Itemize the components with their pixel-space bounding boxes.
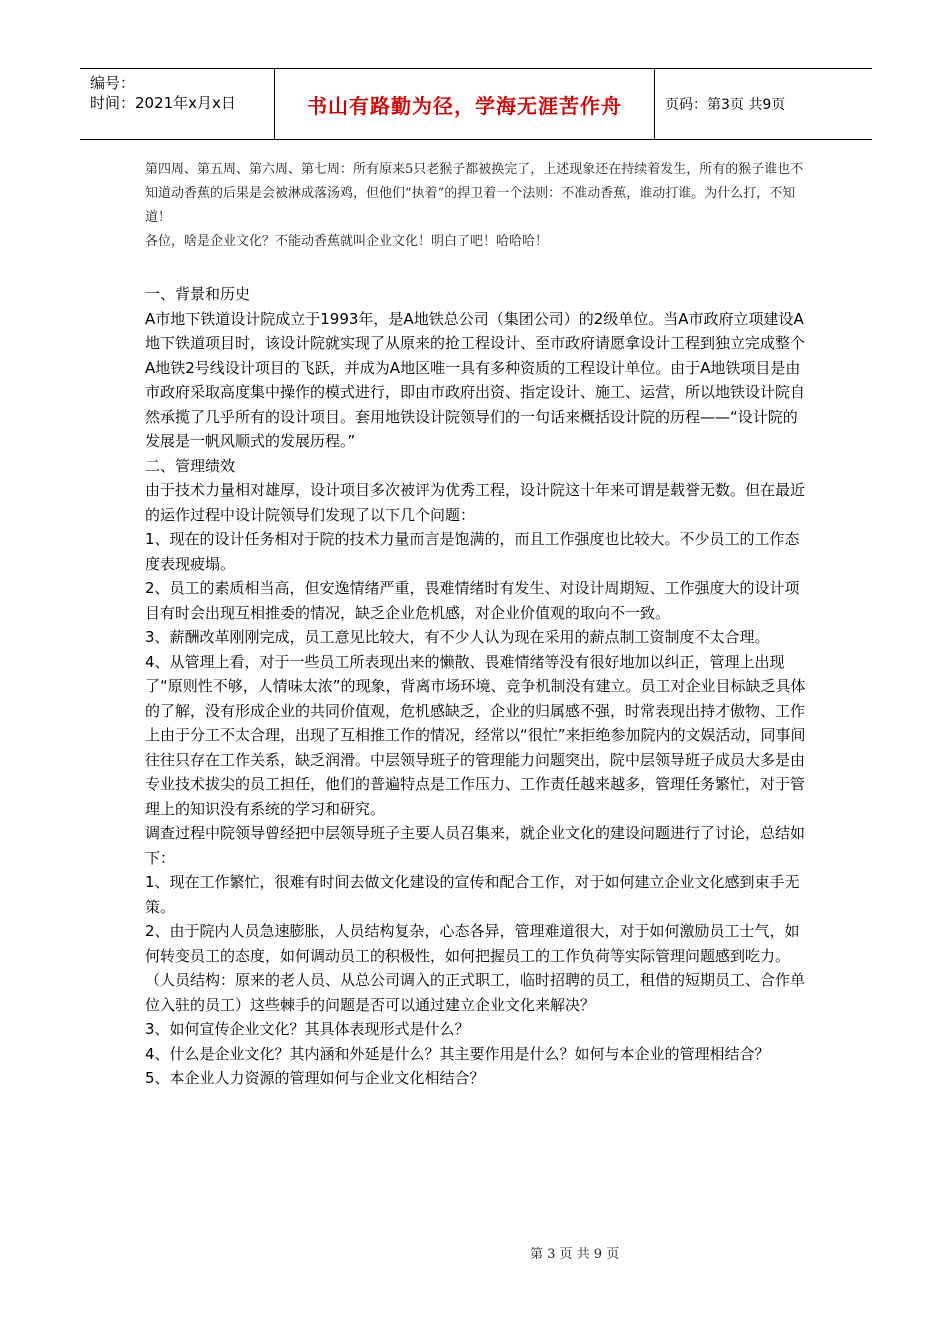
list-item: 5、本企业人力资源的管理如何与企业文化相结合？ bbox=[145, 1069, 485, 1087]
list-item: 2、由于院内人员急速膨胀，人员结构复杂，心态各异，管理难道很大，对于如何激励员工士气，如何转变员工的态度，如何调动员工的积极性，如何把握员工的工作负荷等实际管理问题感到吃力。（人员结构：原来的老人员、从总公司调入的正式职工，临时招聘的员工，租借的短期员工、合作单位入驻的员工）这些棘手的问题是否可以通过建立企业文化来解决？ bbox=[145, 922, 806, 1014]
document-number-label: 编号： bbox=[90, 74, 136, 92]
header-meta bbox=[80, 69, 275, 139]
header-page-info: 页码：第3页 共9页 bbox=[665, 97, 786, 113]
body-paragraph: 调查过程中院领导曾经把中层领导班子主要人员召集来，就企业文化的建设问题进行了讨论，总结如下： bbox=[145, 824, 806, 867]
intro-section bbox=[145, 158, 810, 254]
main-content bbox=[145, 282, 810, 1091]
page-header bbox=[80, 68, 872, 140]
list-item: 1、现在工作繁忙，很难有时间去做文化建设的宣传和配合工作，对于如何建立企业文化感到束手无策。 bbox=[145, 873, 800, 916]
list-item: 3、如何宣传企业文化？其具体表现形式是什么？ bbox=[145, 1020, 470, 1038]
body-paragraph: A市地下铁道设计院成立于1993年，是A地铁总公司（集团公司）的2级单位。当A市政府立项建设A地下铁道项目时，该设计院就实现了从原来的抢工程设计、至市政府请愿拿设计工程到独立完成整个A地铁2号线设计项目的飞跃，并成为A地区唯一具有多种资质的工程设计单位。由于A地铁项目是由市政府采取高度集中操作的模式进行，即由市政府出资、指定设计、施工、运营，所以地铁设计院自然承揽了几乎所有的设计项目。套用地铁设计院领导们的一句话来概括设计院的历程——“设计院的发展是一帆风顺式的发展历程。” bbox=[145, 309, 806, 450]
header-motto: 书山有路勤为径，学海无涯苦作舟 bbox=[307, 93, 622, 118]
section-heading-performance: 二、管理绩效 bbox=[145, 456, 236, 475]
body-paragraph: 由于技术力量相对雄厚，设计项目多次被评为优秀工程，设计院这十年来可谓是载誉无数。但在最近的运作过程中设计院领导们发现了以下几个问题： bbox=[145, 481, 806, 524]
intro-paragraph: 第四周、第五周、第六周、第七周：所有原来5只老猴子都被换完了，上述现象还在持续着发生，所有的猴子谁也不知道动香蕉的后果是会被淋成落汤鸡，但他们“执着”的捍卫着一个法则：不准动香蕉，谁动打谁。为什么打，不知道！ bbox=[145, 162, 804, 225]
list-item: 4、从管理上看，对于一些员工所表现出来的懒散、畏难情绪等没有很好地加以纠正，管理上出现了“原则性不够，人情味太浓”的现象，背离市场环境、竞争机制没有建立。员工对企业目标缺乏具体的了解，没有形成企业的共同价值观，危机感缺乏，企业的归属感不强，时常表现出持才傲物、工作上由于分工不太合理，出现了互相推工作的情况，经常以“很忙”来拒绝参加院内的文娱活动，同事间往往只存在工作关系，缺乏润滑。中层领导班子的管理能力问题突出，院中层领导班子成员大多是由专业技术拔尖的员工担任，他们的普遍特点是工作压力、工作责任越来越多，管理任务繁忙，对于管理上的知识没有系统的学习和研究。 bbox=[145, 652, 806, 818]
section-heading-background: 一、背景和历史 bbox=[145, 285, 251, 303]
header-motto-cell bbox=[275, 69, 655, 139]
intro-paragraph: 各位，啥是企业文化？不能动香蕉就叫企业文化！明白了吧！哈哈哈！ bbox=[145, 234, 549, 249]
document-time-label: 时间：2021年x月x日 bbox=[90, 94, 236, 112]
list-item: 2、员工的素质相当高，但安逸情绪严重，畏难情绪时有发生、对设计周期短、工作强度大的设计项目有时会出现互相推委的情况，缺乏企业危机感，对企业价值观的取向不一致。 bbox=[145, 579, 800, 622]
list-item: 1、现在的设计任务相对于院的技术力量而言是饱满的，而且工作强度也比较大。不少员工的工作态度表现疲塌。 bbox=[145, 530, 800, 573]
list-item: 3、薪酬改革刚刚完成，员工意见比较大，有不少人认为现在采用的薪点制工资制度不太合理。 bbox=[145, 628, 770, 646]
list-item: 4、什么是企业文化？其内涵和外延是什么？其主要作用是什么？如何与本企业的管理相结合？ bbox=[145, 1044, 770, 1063]
header-page-cell bbox=[655, 69, 872, 139]
page-footer: 第 3 页 共 9 页 bbox=[530, 1247, 620, 1262]
